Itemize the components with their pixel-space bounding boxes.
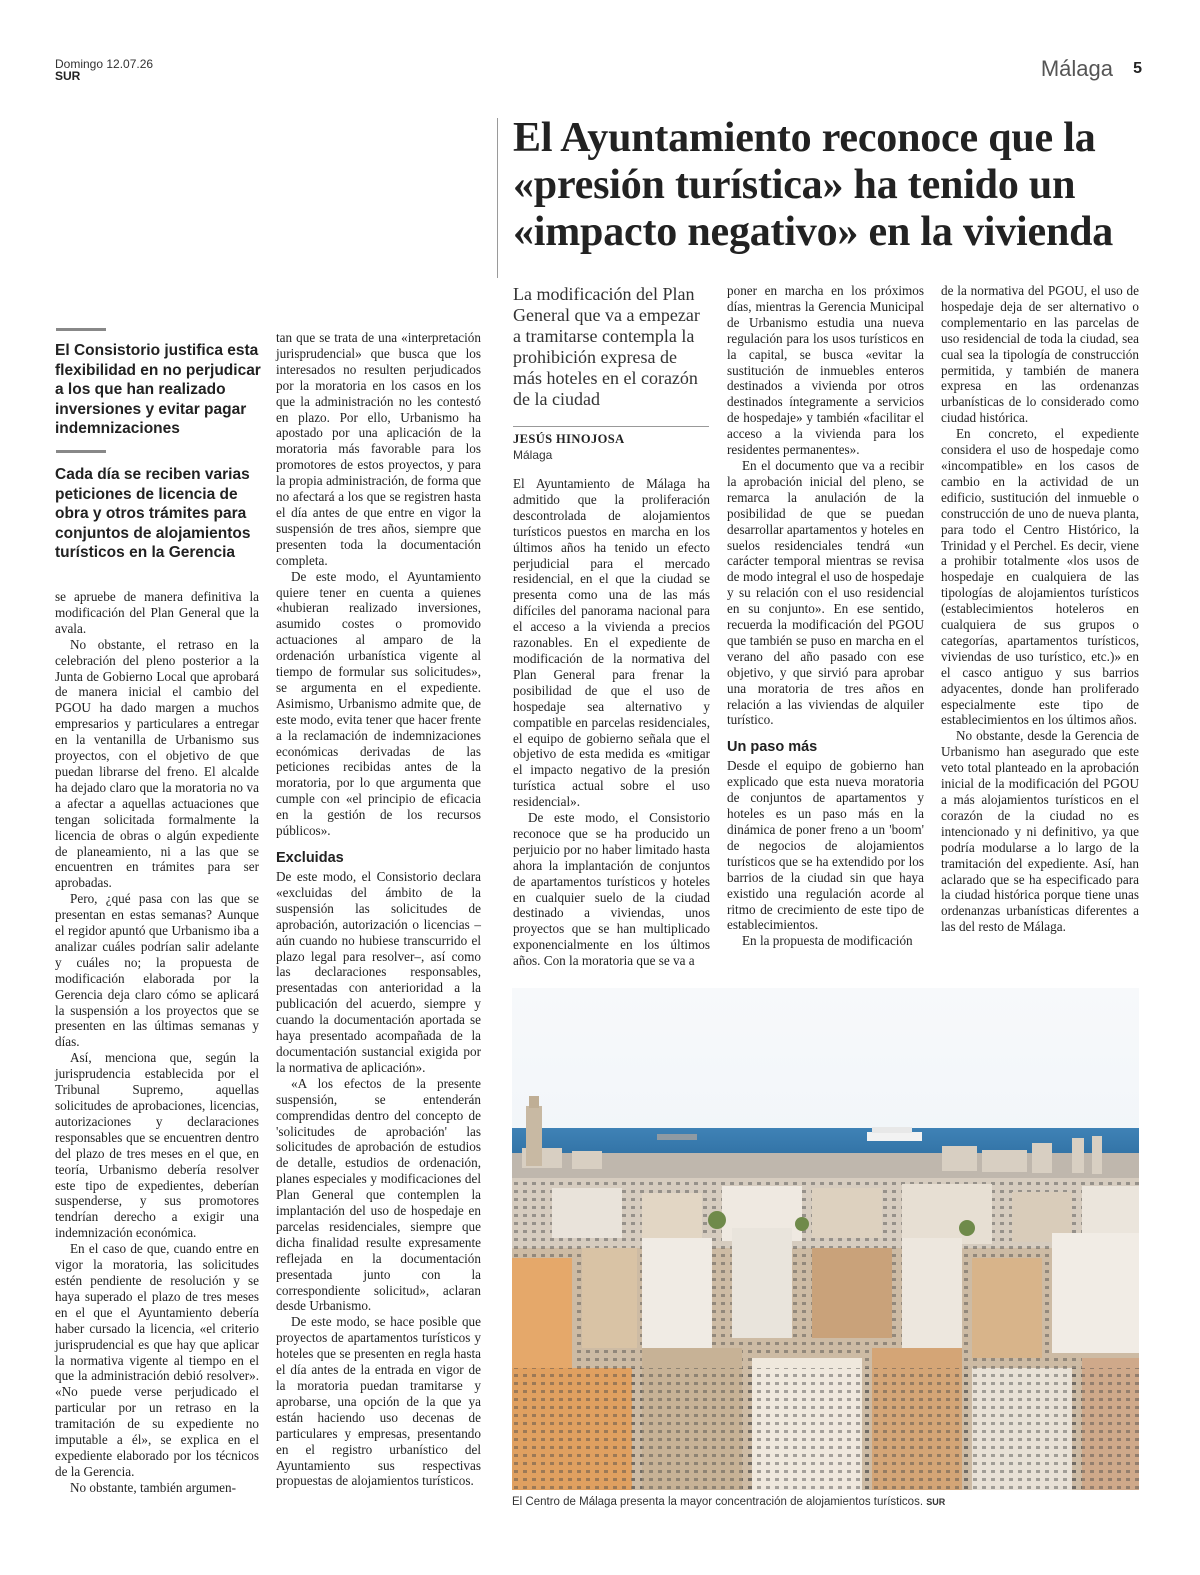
paragraph: De este modo, el Consistorio declara «excluidas del ámbito de la suspensión las solicitudes de aprobación, autorización o licencias –aún cuando no hubiese transcurrido el plazo legal para resolver–, así como las declaraciones responsables, presentadas con anterioridad a la publicación del acuerdo, siempre y cuando la documentación aportada se haya presentado acompañada de la documentación sustancial exigida por la normativa de aplicación».	[276, 869, 481, 1075]
paragraph: En la propuesta de modificación	[742, 933, 913, 949]
column-divider	[497, 118, 498, 278]
article-column-1	[55, 589, 259, 1496]
page-number: 5	[1133, 60, 1142, 77]
paragraph: se apruebe de manera definitiva la modificación del Plan General que la avala.	[55, 589, 259, 636]
article-headline: El Ayuntamiento reconoce que la «presión turística» ha tenido un «impacto negativo» en la vivienda	[513, 115, 1114, 255]
article-deck: La modificación del Plan General que va a empezar a tramitarse contempla la prohibición expresa de más hoteles en el corazón de la ciudad	[513, 284, 700, 409]
paragraph: No obstante, el retraso en la celebración del pleno posterior a la Junta de Gobierno Local que aprobará de manera inicial el cambio del PGOU ha dado margen a muchos empresarios y particulares a entregar en la ventanilla de Urbanismo sus proyectos, con el objetivo de que puedan librarse del freno. El alcalde ha dejado claro que la moratoria no va a afectar a aquellas actuaciones que tengan solicitada formalmente la licencia de obras o algún expediente de planeamiento, ni a las que se encuentren en trámites para ser aprobadas.	[55, 636, 259, 891]
author-location: Málaga	[513, 448, 553, 462]
caption-text: El Centro de Málaga presenta la mayor concentración de alojamientos turísticos.	[512, 1496, 924, 1508]
issue-date: Domingo 12.07.26	[55, 57, 154, 71]
paragraph: El Ayuntamiento de Málaga ha admitido que la proliferación descontrolada de alojamientos turísticos puestos en marcha en los últimos años ha tenido un efecto perjudicial para el mercado residencial, en el que la ciudad se presenta como una de las más difíciles del panorama nacional para el acceso a la vivienda a precios razonables. En el expediente de modificación de la normativa del Plan General para frenar la posibilidad de que el uso de hospedaje sea alternativo y compatible en parcelas residenciales, el equipo de gobierno señala que el objetivo de esta medida es «mitigar el impacto negativo de la presión turística actual sobre el uso residencial».	[513, 476, 710, 810]
author-name: JESÚS HINOJOSA	[513, 432, 625, 446]
publication-name: SUR	[55, 69, 81, 83]
highlight-quote: El Consistorio justifica esta flexibilidad en no perjudicar a los que han realizado inversiones y evitar pagar indemnizaciones	[55, 342, 261, 437]
paragraph: poner en marcha en los próximos días, mientras la Gerencia Municipal de Urbanismo estudia una nueva regulación para los usos turísticos en la capital, se busca «evitar la sustitución de inmuebles enteros destinados a vivienda por otros destinados íntegramente a servicios de hospedaje» y también «facilitar el acceso a la vivienda para los residentes permanentes».	[727, 283, 924, 458]
photo-caption	[512, 1496, 1139, 1508]
article-column-3	[513, 476, 710, 969]
subheading: Un paso más	[727, 739, 818, 756]
paragraph: De este modo, se hace posible que proyectos de apartamentos turísticos y hoteles que se presenten en regla hasta el día antes de la entrada en vigor de la moratoria puedan tramitarse y aprobarse, una opción de la que ya están haciendo uso decenas de particulares y empresas, presentando en el registro urbanístico del Ayuntamiento sus respectivas propuestas de alojamientos turísticos.	[276, 1314, 481, 1489]
paragraph: Desde el equipo de gobierno han explicado que esta nueva moratoria de conjuntos de apartamentos y hoteles es un paso más en la dinámica de poner freno a un 'boom' de negocios de alojamientos turísticos que se ha extendido por los barrios de la ciudad sin que haya existido una regulación acorde al ritmo de crecimiento de este tipo de establecimientos.	[727, 758, 924, 933]
city-photo-illustration	[512, 988, 1139, 1490]
paragraph: No obstante, también argumen-	[70, 1479, 237, 1495]
paragraph: No obstante, desde la Gerencia de Urbanismo han asegurado que este veto total planteado en la aprobación inicial de la modificación del PGOU a más alojamientos turísticos en el corazón de la ciudad no es intencionado y ni definitivo, ya que podría modularse a lo largo de la tramitación del expediente. Así, han aclarado que se ha especificado para la ciudad histórica porque tiene unas ordenanzas urbanísticas diferentes a las del resto de Málaga.	[941, 728, 1139, 935]
paragraph: «A los efectos de la presente suspensión, se entenderán comprendidas dentro del concepto de 'solicitudes de aprobación' las solicitudes de aprobación de estudios de detalle, estudios de ordenación, planes especiales y modificaciones del Plan General que contemplen la implantación del uso de hospedaje en parcelas residenciales, siempre que dicha finalidad resulte expresamente reflejada en la documentación presentada junto con la correspondiente solicitud», aclaran desde Urbanismo.	[276, 1075, 481, 1314]
byline-rule	[513, 426, 709, 427]
paragraph: En el documento que va a recibir la aprobación inicial del pleno, se remarca la anulación de la posibilidad de que se puedan desarrollar apartamentos y hoteles en suelos residenciales tendrá «un carácter temporal mientras se revisa de modo integral el uso de hospedaje y su relación con el uso residencial en su conjunto». En ese sentido, recuerda la modificación del PGOU que también se puso en marcha en el verano del año pasado con ese objetivo, y que sirvió para aprobar una moratoria de tres años en relación a las viviendas de alquiler turístico.	[727, 457, 924, 728]
paragraph: de la normativa del PGOU, el uso de hospedaje deja de ser alternativo o complementario en las parcelas de uso residencial de toda la ciudad, sea cual sea la tipología de construcción permitida, y también de manera expresa en las ordenanzas urbanísticas de lo considerado como ciudad histórica.	[941, 283, 1139, 426]
photo-credit: SUR	[926, 1497, 946, 1507]
paragraph: En el caso de que, cuando entre en vigor la moratoria, las solicitudes estén pendiente de resolución y se haya superado el plazo de tres meses en el que el Ayuntamiento debería haber cursado la licencia, «el criterio jurisprudencial es que hay que aplicar la normativa vigente al tiempo en el que la administración debió resolver». «No puede verse perjudicado el particular por un retraso en la tramitación de su expediente no imputable a él», se explica en el expediente elaborado por los técnicos de la Gerencia.	[55, 1241, 259, 1479]
paragraph: De este modo, el Ayuntamiento quiere tener en cuenta a quienes «hubieran realizado inversiones, asumido costes o promovido actuaciones al amparo de la ordenación urbanística vigente al tiempo de formular sus solicitudes», se argumenta en el expediente. Asimismo, Urbanismo admite que, de este modo, evita tener que hacer frente a la reclamación de indemnizaciones económicas derivadas de las peticiones recibidas antes de la moratoria, por lo que argumenta que cumple con «el principio de eficacia en la gestión de los recursos públicos».	[276, 568, 481, 839]
paragraph: Pero, ¿qué pasa con las que se presentan en estas semanas? Aunque el regidor apuntó que Urbanismo iba a analizar cuáles podrían salir adelante y cuáles no; la propuesta de modificación elaborada por la Gerencia deja claro cómo se aplicará la suspensión a los proyectos que se presenten en las últimas semanas y días.	[55, 891, 259, 1050]
city-aerial-photo	[512, 988, 1139, 1490]
paragraph: Así, menciona que, según la jurisprudencia establecida por el Tribunal Supremo, aquellas solicitudes de aprobaciones, licencias, autorizaciones y declaraciones responsables que se encuentren dentro del plazo de tres meses en el que, en teoría, Urbanismo debería resolver este tipo de expedientes, deberían suspenderse, y sus promotores tendrían derecho a exigir una indemnización económica.	[55, 1050, 259, 1241]
paragraph: En concreto, el expediente considera el uso de hospedaje como «incompatible» en los casos de cambio en la actividad de un edificio, sustitución del inmueble o construcción de uno de nueva planta, para todo el Centro Histórico, la Trinidad y el Perchel. Es decir, viene a prohibir totalmente «los usos de hospedaje en cualquiera de las tipologías de alojamientos turísticos (establecimientos hoteleros en cualquiera de sus grupos o categorías, apartamentos turísticos, viviendas de uso turístico, etc.)» en el casco antiguo y sus barrios adyacentes, donde han proliferado especialmente este tipo de establecimientos en los últimos años.	[941, 426, 1139, 728]
highlight-quote: Cada día se reciben varias peticiones de licencia de obra y otros trámites para conjuntos de alojamientos turísticos en la Gerencia	[55, 466, 251, 561]
paragraph: tan que se trata de una «interpretación jurisprudencial» que busca que los interesados no resulten perjudicados por la moratoria en los casos en los que la administración no les contestó en plazo. Por ello, Urbanismo ha apostado por una aplicación de la moratoria más favorable para los promotores de estos proyectos, y para la propia administración, de forma que no afectará a los que se registren hasta el día antes de que entre en vigor la suspensión de tres años, siempre que presenten toda la documentación completa.	[276, 330, 481, 568]
subheading: Excluidas	[276, 850, 344, 866]
article-column-2	[276, 330, 481, 1489]
paragraph: De este modo, el Consistorio reconoce que se ha producido un perjuicio por no haber limitado hasta ahora la implantación de conjuntos de apartamentos turísticos y hoteles en cualquier suelo de la ciudad destinado a viviendas, unos proyectos que se han multiplicado exponencialmente en los últimos años. Con la moratoria que se va a	[513, 810, 710, 969]
article-column-4	[727, 283, 924, 949]
article-column-5	[941, 283, 1139, 935]
highlight-rule	[56, 450, 106, 453]
highlight-rule	[56, 328, 106, 331]
section-name: Málaga	[1040, 56, 1113, 81]
